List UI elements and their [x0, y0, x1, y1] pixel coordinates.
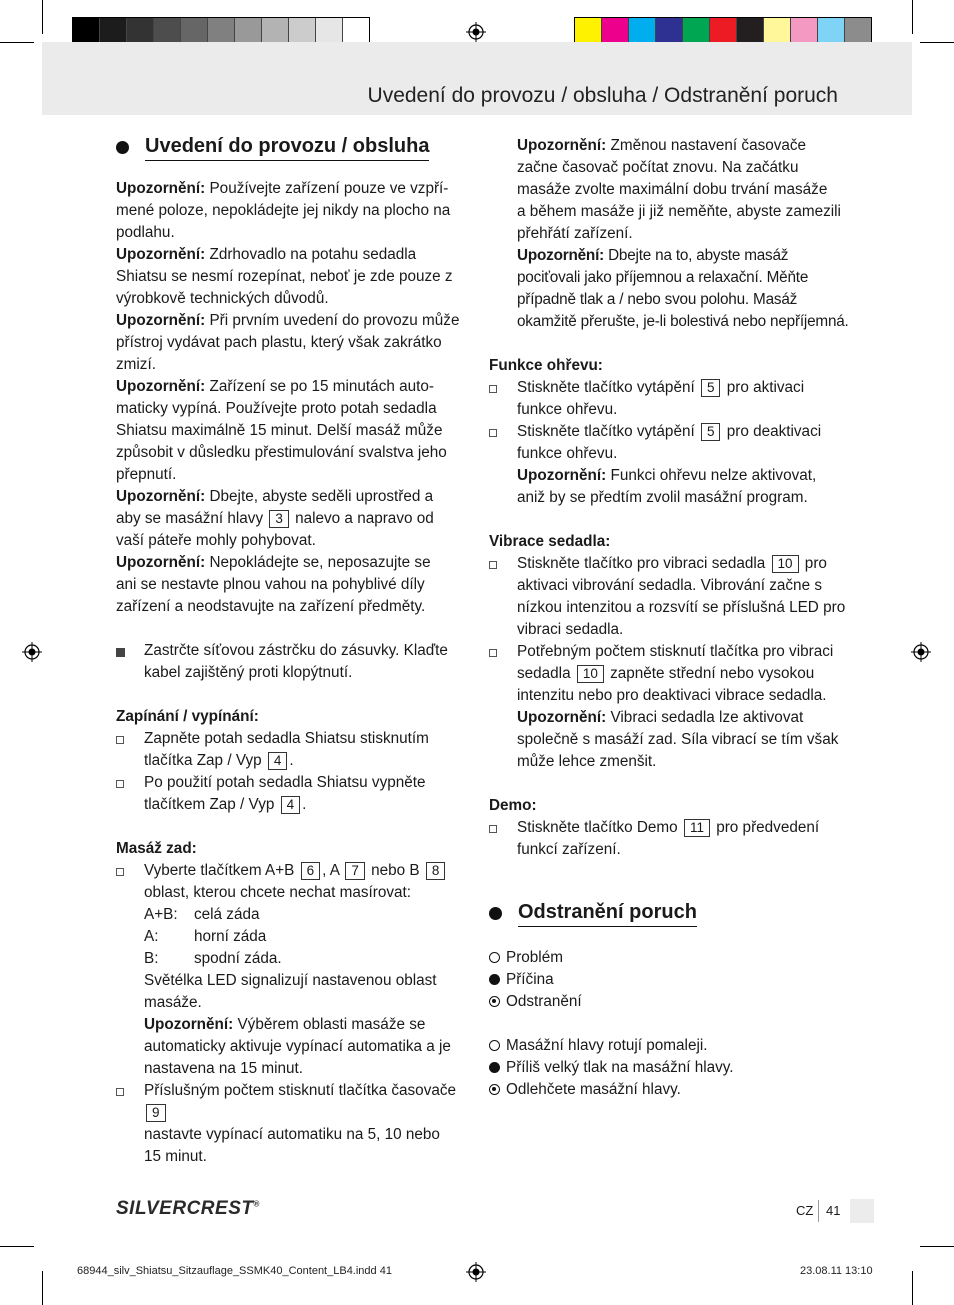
- print-date: 23.08.11 13:10: [800, 1265, 873, 1277]
- legend-cause: Příčina: [489, 969, 849, 991]
- checkbox-bullet-icon: [489, 385, 497, 393]
- registration-mark-icon: [466, 1262, 486, 1282]
- list-item: Stiskněte tlačítko pro vibraci sedadla 10 pro aktivaci vibrování sedadla. Vibrování začne s nízkou intenzitou a rozsvítí se příslušná LED pro vibraci sedadla.: [489, 553, 849, 641]
- area-table: A+B: celá záda A: horní záda B: spodní záda.: [144, 906, 282, 967]
- open-circle-icon: [489, 952, 500, 963]
- file-info: 68944_silv_Shiatsu_Sitzauflage_SSMK40_Content_LB4.indd 41: [77, 1265, 392, 1277]
- crop-mark: [0, 42, 34, 43]
- key-reference: 8: [426, 862, 446, 880]
- key-reference: 6: [301, 862, 321, 880]
- checkbox-bullet-icon: [116, 780, 124, 788]
- note: Upozornění: Změnou nastavení časovače začne časovač počítat znovu. Na začátku masáže zvolte maximální dobu trvání masáže a během masáže ji již neměňte, abyste zamezili přehřátí zařízení.: [517, 137, 841, 242]
- page-number: 41: [826, 1203, 841, 1218]
- bullet-dot-icon: [489, 907, 502, 920]
- key-reference: 10: [772, 555, 799, 573]
- section-heading: [116, 133, 468, 161]
- note: Upozornění: Zdrhovadlo na potahu sedadla Shiatsu se nesmí rozepínat, neboť je zde pouze z výrobkově technických důvodů.: [116, 246, 453, 307]
- note: Upozornění: Vibraci sedadla lze aktivovat společně s masáží zad. Síla vibrací se tím však může lehce zmenšit.: [517, 709, 839, 770]
- checkbox-bullet-icon: [116, 736, 124, 744]
- checkbox-bullet-icon: [116, 1088, 124, 1096]
- crop-mark: [920, 1246, 954, 1247]
- target-circle-icon: [489, 996, 500, 1007]
- subheading: Demo:: [489, 797, 537, 814]
- crop-mark: [912, 1271, 913, 1305]
- target-circle-icon: [489, 1084, 500, 1095]
- note: Upozornění: Dbejte na to, abyste masáž pociťovali jako příjemnou a relaxační. Měňte případně tlak a / nebo svou polohu. Masáž okamžitě přerušte, je-li bolestivá nebo nepříjemná.: [517, 247, 849, 330]
- note: Upozornění: Zařízení se po 15 minutách auto- maticky vypíná. Používejte proto potah sedadla Shiatsu maximálně 15 minut. Delší masáž může způsobit v důsledku přestimulování svalstva jeho přepnutí.: [116, 378, 447, 483]
- crop-mark: [42, 0, 43, 34]
- note: Upozornění: Výběrem oblasti masáže se automaticky aktivuje vypínací automatika a je nastavena na 15 minut.: [144, 1016, 451, 1077]
- subheading: Funkce ohřevu:: [489, 357, 603, 374]
- subheading: Vibrace sedadla:: [489, 533, 611, 550]
- note: Upozornění: Při prvním uvedení do provozu může přístroj vydávat pach plastu, který však zakrátko zmizí.: [116, 312, 460, 373]
- legend-solution: Odstranění: [489, 991, 849, 1013]
- registration-mark-icon: [466, 22, 486, 42]
- trouble-solution: Odlehčete masážní hlavy.: [489, 1079, 849, 1101]
- list-item: Zapněte potah sedadla Shiatsu stisknutím tlačítka Zap / Vyp 4 .: [116, 728, 468, 772]
- key-reference: 5: [701, 379, 721, 397]
- trouble-cause: Příliš velký tlak na masážní hlavy.: [489, 1057, 849, 1079]
- list-item: Potřebným počtem stisknutí tlačítka pro vibraci sedadla 10 zapněte střední nebo vysokou intenzitu nebo pro deaktivaci vibrace sedadla.: [489, 641, 849, 707]
- key-reference: 4: [281, 796, 301, 814]
- note: Upozornění: Funkci ohřevu nelze aktivovat, aniž by se předtím zvolil masážní program.: [517, 467, 817, 506]
- language-code: CZ: [796, 1203, 814, 1218]
- list-item: Příslušným počtem stisknutí tlačítka časovače 9 nastavte vypínací automatiku na 5, 10 nebo 15 minut.: [116, 1080, 468, 1168]
- left-column: [116, 133, 468, 1168]
- checkbox-bullet-icon: [489, 825, 497, 833]
- registration-mark-icon: [22, 642, 42, 662]
- list-item: Vyberte tlačítkem A+B 6 , A 7 nebo B 8 oblast, kterou chcete nechat masírovat:: [116, 860, 468, 904]
- key-reference: 10: [577, 665, 604, 683]
- list-item: Po použití potah sedadla Shiatsu vypněte tlačítkem Zap / Vyp 4 .: [116, 772, 468, 816]
- crop-mark: [920, 42, 954, 43]
- led-text: Světélka LED signalizují nastavenou oblast masáže.: [144, 972, 437, 1011]
- checkbox-bullet-icon: [489, 429, 497, 437]
- crop-mark: [42, 1271, 43, 1305]
- note: Upozornění: Používejte zařízení pouze ve vzpří- mené poloze, nepokládejte jej nikdy na plocho na podlahu.: [116, 180, 451, 241]
- divider: [818, 1200, 819, 1222]
- key-reference: 5: [701, 423, 721, 441]
- crop-mark: [912, 0, 913, 34]
- note: Upozornění: Dbejte, abyste seděli uprostřed a aby se masážní hlavy 3 nalevo a napravo od vaší páteře mohly pohybovat.: [116, 488, 434, 549]
- registration-mark-icon: [911, 642, 931, 662]
- section-heading-text: Odstranění poruch: [518, 899, 697, 927]
- right-column: [489, 135, 849, 1101]
- checkbox-bullet-icon: [489, 649, 497, 657]
- key-reference: 4: [268, 752, 288, 770]
- key-reference: 11: [684, 819, 710, 837]
- trouble-problem: Masážní hlavy rotují pomaleji.: [489, 1035, 849, 1057]
- checkbox-bullet-icon: [116, 868, 124, 876]
- section-heading-text: Uvedení do provozu / obsluha: [145, 133, 429, 161]
- section-heading: [489, 899, 849, 927]
- key-reference: 3: [269, 510, 289, 528]
- list-item: Zastrčte síťovou zástrčku do zásuvky. Klaďte kabel zajištěný proti klopýtnutí.: [116, 640, 468, 684]
- open-circle-icon: [489, 1040, 500, 1051]
- key-reference: 7: [345, 862, 365, 880]
- list-item: Stiskněte tlačítko vytápění 5 pro aktivaci funkce ohřevu.: [489, 377, 849, 421]
- subheading: Masáž zad:: [116, 840, 197, 857]
- filled-circle-icon: [489, 974, 500, 985]
- checkbox-bullet-icon: [489, 561, 497, 569]
- page-tab-box: [850, 1199, 874, 1223]
- square-bullet-icon: [116, 648, 125, 657]
- list-item: Stiskněte tlačítko Demo 11 pro předvedení funkcí zařízení.: [489, 817, 849, 861]
- legend-problem: Problém: [489, 947, 849, 969]
- bullet-dot-icon: [116, 141, 129, 154]
- filled-circle-icon: [489, 1062, 500, 1073]
- list-item: Stiskněte tlačítko vytápění 5 pro deaktivaci funkce ohřevu.: [489, 421, 849, 465]
- note: Upozornění: Nepokládejte se, neposazujte se ani se nestavte plnou vahou na pohyblivé díly zařízení a neodstavujte na zařízení předměty.: [116, 554, 431, 615]
- page-title: Uvedení do provozu / obsluha / Odstranění poruch: [367, 84, 838, 107]
- brand-logo: SILVERCREST®: [116, 1198, 260, 1219]
- key-reference: 9: [146, 1104, 166, 1122]
- crop-mark: [0, 1246, 34, 1247]
- subheading: Zapínání / vypínání:: [116, 708, 259, 725]
